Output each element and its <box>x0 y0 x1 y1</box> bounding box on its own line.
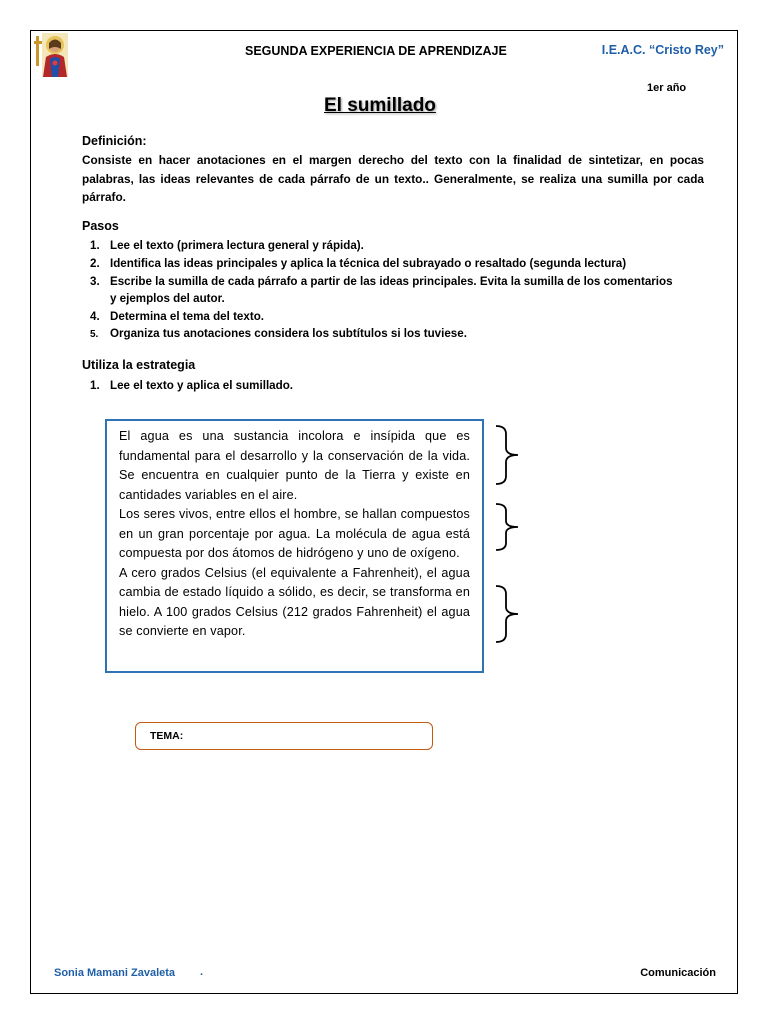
grade-label: 1er año <box>647 82 687 94</box>
summary-brace-icon <box>492 502 522 552</box>
step-item <box>90 255 626 272</box>
school-logo-icon <box>34 33 76 77</box>
footer-author: Sonia Mamani Zavaleta <box>54 967 176 979</box>
strategy-number: 1. <box>90 379 100 392</box>
reading-text-box <box>105 419 484 673</box>
footer-subject: Comunicación <box>640 967 716 979</box>
tema-input-box[interactable] <box>135 722 433 750</box>
step-number: 5. <box>90 329 99 340</box>
step-text: Organiza tus anotaciones considera los subtítulos si los tuviese. <box>110 327 467 340</box>
reading-paragraph: A cero grados Celsius (el equivalente a Fahrenheit), el agua cambia de estado líquido a sólido, es decir, se transforma en hielo. A 100 grados Celsius (212 grados Fahrenheit) el agua se convierte en vapor. <box>119 565 470 638</box>
step-number: 3. <box>90 275 100 288</box>
reading-paragraph: El agua es una sustancia incolora e insípida que es fundamental para el desarrollo y la conservación de la vida. Se encuentra en cualquier punto de la Tierra y existe en cantidades variables en el aire. <box>119 429 470 502</box>
step-number: 1. <box>90 239 100 252</box>
summary-brace-icon <box>492 424 522 486</box>
step-item <box>90 325 467 343</box>
strategy-item <box>90 377 293 394</box>
header-title: SEGUNDA EXPERIENCIA DE APRENDIZAJE <box>245 44 507 58</box>
step-text: Lee el texto (primera lectura general y rápida). <box>110 239 364 252</box>
step-item <box>90 308 264 325</box>
steps-heading: Pasos <box>82 219 119 233</box>
summary-brace-icon <box>492 584 522 644</box>
header-school-name: I.E.A.C. “Cristo Rey” <box>601 43 724 57</box>
page-title: El sumillado <box>324 95 436 116</box>
step-number: 4. <box>90 310 100 323</box>
definition-heading: Definición: <box>82 134 147 148</box>
step-item <box>90 273 673 290</box>
step-number: 2. <box>90 257 100 270</box>
step-item-continuation <box>90 290 225 307</box>
step-text: y ejemplos del autor. <box>110 292 225 305</box>
step-item <box>90 237 364 254</box>
strategy-text: Lee el texto y aplica el sumillado. <box>110 379 293 392</box>
strategy-heading: Utiliza la estrategia <box>82 358 196 372</box>
definition-text: Consiste en hacer anotaciones en el margen derecho del texto con la finalidad de sintetizar, en pocas palabras, las ideas relevantes de cada párrafo de un texto.. Generalmente, se realiza una sumilla por cada párrafo. <box>82 153 704 204</box>
tema-label: TEMA: <box>150 730 184 742</box>
reading-paragraph: Los seres vivos, entre ellos el hombre, se hallan compuestos en un gran porcentaje por agua. La molécula de agua está compuesta por dos átomos de hidrógeno y uno de oxígeno. <box>119 507 470 560</box>
step-text: Identifica las ideas principales y aplica la técnica del subrayado o resaltado (segunda lectura) <box>110 257 627 270</box>
footer-dot: . <box>200 966 204 978</box>
step-text: Determina el tema del texto. <box>110 310 264 323</box>
step-text: Escribe la sumilla de cada párrafo a partir de las ideas principales. Evita la sumilla de los comentarios <box>110 275 673 288</box>
